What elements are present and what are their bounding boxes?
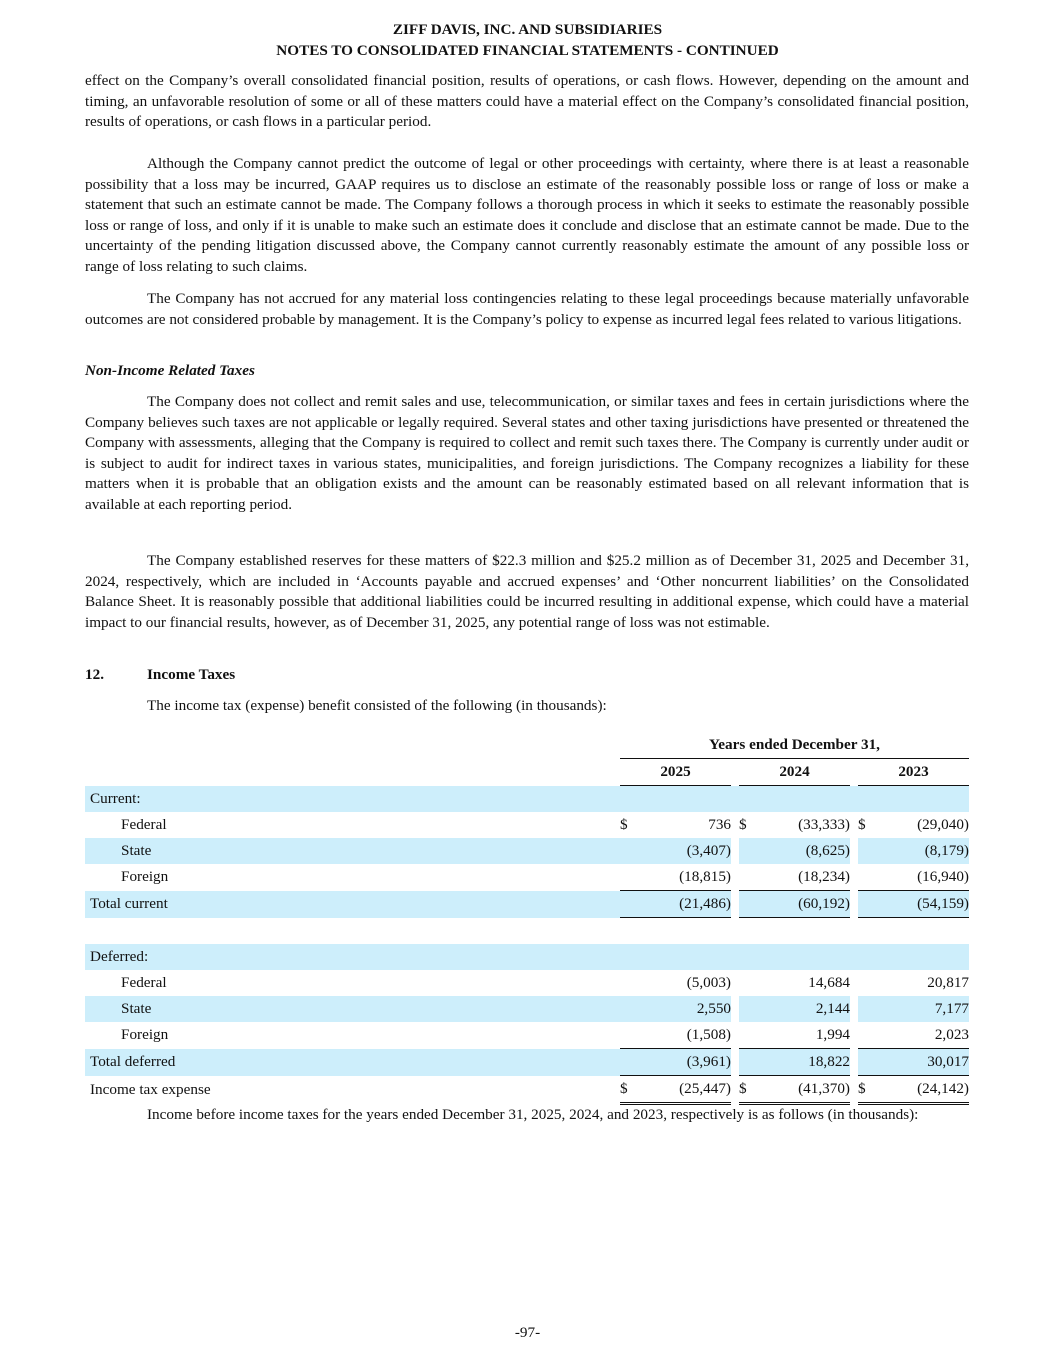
table-row xyxy=(85,812,969,838)
income-tax-expense-row xyxy=(85,1076,969,1105)
row-label: State xyxy=(85,996,620,1022)
paragraph-2: Although the Company cannot predict the outcome of legal or other proceedings with certainty, where there is at least a reasonable possibility that a loss may be incurred, GAAP requires us to disclose an estimate of the reasonably possible loss or range of loss or make a statement that such an estimate cannot be made. The Company follows a thorough process in which it seeks to estimate the reasonably possible loss or range of loss, and only if it is unable to make such an estimate does it conclude and disclose that an estimate cannot be made. Due to the uncertainty of the pending litigation discussed above, the Company cannot currently reasonably estimate the amount of any possible loss or range of loss relating to such claims. xyxy=(85,155,969,275)
paragraph-4: The Company does not collect and remit sales and use, telecommunication, or similar taxes and fees in certain jurisdictions where the Company believes such taxes are not applicable or legally required. Several states and other taxing jurisdictions have presented or threatened the Company with assessments, alleging that the Company is required to collect and remit such taxes there. The Company is currently under audit or is subject to audit for indirect taxes in various states, municipalities, and foreign jurisdictions. The Company recognizes a liability for these matters when it is probable that an obligation exists and the amount can be reasonably estimated based on all relevant information that is available at each reporting period. xyxy=(85,393,969,513)
cell-2024: (8,625) xyxy=(759,838,850,864)
spacer-row xyxy=(85,918,969,944)
dollar-sign: $ xyxy=(858,1076,878,1105)
cell-2025: (1,508) xyxy=(640,1022,731,1049)
row-label: State xyxy=(85,838,620,864)
cell-2023: 20,817 xyxy=(927,973,969,991)
table-row xyxy=(85,996,969,1022)
section-number: 12. xyxy=(85,666,104,683)
row-label: Income tax expense xyxy=(90,1081,211,1099)
income-tax-table xyxy=(85,732,969,1105)
row-label: Foreign xyxy=(121,868,169,886)
table-row xyxy=(85,970,969,996)
current-header-row xyxy=(85,786,969,812)
cell-2025: 2,550 xyxy=(640,996,731,1022)
cell-2023: (54,159) xyxy=(878,891,969,918)
row-label: Current: xyxy=(85,786,620,812)
table-row xyxy=(85,838,969,864)
cell-2025: (18,815) xyxy=(640,864,731,891)
total-current-row xyxy=(85,891,969,918)
year-header-row xyxy=(85,759,969,786)
year-2025: 2025 xyxy=(620,759,731,786)
group-header-row xyxy=(85,732,969,759)
cell-2025: (3,961) xyxy=(640,1049,731,1076)
cell-2024: (33,333) xyxy=(798,815,850,833)
cell-2023: 7,177 xyxy=(878,996,969,1022)
subheading-non-income-taxes: Non-Income Related Taxes xyxy=(85,362,255,379)
cell-2024: 18,822 xyxy=(759,1049,850,1076)
cell-2025: (21,486) xyxy=(640,891,731,918)
paragraph-3: The Company has not accrued for any material loss contingencies relating to these legal proceedings because materially unfavorable outcomes are not considered probable by management. It is the Company’s policy to expense as incurred legal fees related to various litigations. xyxy=(85,290,969,328)
group-header: Years ended December 31, xyxy=(620,732,969,759)
dollar-sign: $ xyxy=(739,815,747,833)
cell-2025: 736 xyxy=(708,815,731,833)
dollar-sign: $ xyxy=(739,1076,759,1105)
paragraph-1: effect on the Company’s overall consolidated financial position, results of operations, or cash flows. However, depending on the amount and timing, an unfavorable resolution of some or all of these matters could have a material effect on the Company’s consolidated financial position, results of operations, or cash flows in a particular period. xyxy=(85,72,969,131)
cell-2023: (16,940) xyxy=(878,864,969,891)
row-label: Total current xyxy=(85,891,620,918)
total-deferred-row xyxy=(85,1049,969,1076)
year-2024: 2024 xyxy=(739,759,850,786)
cell-2024: 2,144 xyxy=(759,996,850,1022)
document-subtitle: NOTES TO CONSOLIDATED FINANCIAL STATEMENTS - CONTINUED xyxy=(276,42,779,59)
table-row xyxy=(85,864,969,891)
row-label: Deferred: xyxy=(85,944,620,970)
cell-2023: 30,017 xyxy=(878,1049,969,1076)
cell-2024: (18,234) xyxy=(759,864,850,891)
cell-2024: 1,994 xyxy=(759,1022,850,1049)
row-label: Total deferred xyxy=(85,1049,620,1076)
dollar-sign: $ xyxy=(620,815,628,833)
dollar-sign: $ xyxy=(620,1076,640,1105)
cell-2023: (24,142) xyxy=(878,1076,969,1105)
cell-2025: (25,447) xyxy=(640,1076,731,1105)
company-title: ZIFF DAVIS, INC. AND SUBSIDIARIES xyxy=(392,21,663,38)
dollar-sign: $ xyxy=(858,815,866,833)
year-2023: 2023 xyxy=(858,759,969,786)
cell-2024: 14,684 xyxy=(808,973,850,991)
table-row xyxy=(85,1022,969,1049)
row-label: Federal xyxy=(121,973,167,991)
section-title: Income Taxes xyxy=(147,666,236,683)
cell-2025: (5,003) xyxy=(686,973,731,991)
row-label: Federal xyxy=(121,815,167,833)
deferred-header-row xyxy=(85,944,969,970)
cell-2024: (60,192) xyxy=(759,891,850,918)
paragraph-5: The Company established reserves for these matters of $22.3 million and $25.2 million as of December 31, 2025 and December 31, 2024, respectively, which are included in ‘Accounts payable and accrued expenses’ and ‘Other noncurrent liabilities’ on the Consolidated Balance Sheet. It is reasonably possible that additional liabilities could be incurred resulting in additional expense, which could have a material impact to our financial results, however, as of December 31, 2025, any potential range of loss was not estimable. xyxy=(85,552,969,631)
paragraph-7: Income before income taxes for the years ended December 31, 2025, 2024, and 2023, respectively is as follows (in thousands): xyxy=(147,1106,919,1123)
paragraph-6: The income tax (expense) benefit consisted of the following (in thousands): xyxy=(147,697,607,714)
page-number: -97- xyxy=(514,1324,541,1341)
cell-2024: (41,370) xyxy=(759,1076,850,1105)
cell-2023: (29,040) xyxy=(917,815,969,833)
cell-2023: 2,023 xyxy=(878,1022,969,1049)
row-label: Foreign xyxy=(121,1026,169,1044)
cell-2023: (8,179) xyxy=(878,838,969,864)
cell-2025: (3,407) xyxy=(640,838,731,864)
